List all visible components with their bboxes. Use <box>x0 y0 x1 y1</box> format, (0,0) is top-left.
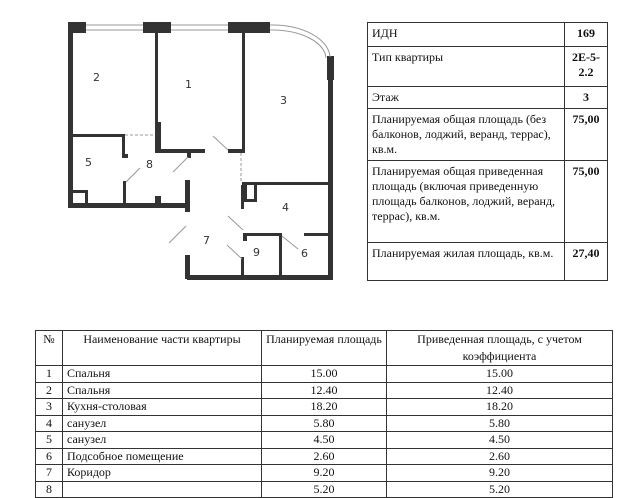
info-label: Планируемая общая приведенная площадь (включая приведенную площадь балконов, лоджий, веранд, террас), кв.м. <box>368 161 565 243</box>
row-name: Спальня <box>63 382 262 399</box>
table-row <box>36 415 613 432</box>
row-reduced-area: 15.00 <box>387 366 613 383</box>
row-area: 4.50 <box>262 432 387 449</box>
table-header-row <box>36 331 613 366</box>
info-value: 3 <box>565 87 608 109</box>
room-label: 4 <box>282 201 289 214</box>
info-value: 27,40 <box>565 243 608 281</box>
row-number: 7 <box>36 465 63 482</box>
row-name <box>63 481 262 498</box>
row-reduced-area: 2.60 <box>387 448 613 465</box>
info-value: 2Е-5-2.2 <box>565 47 608 87</box>
info-row <box>368 47 608 87</box>
row-name: санузел <box>63 415 262 432</box>
row-number: 3 <box>36 399 63 416</box>
header-name: Наименование части квартиры <box>63 331 262 366</box>
room-label: 9 <box>253 246 260 259</box>
room-label: 3 <box>280 94 287 107</box>
info-row <box>368 243 608 281</box>
row-area: 2.60 <box>262 448 387 465</box>
info-row <box>368 87 608 109</box>
floor-plan <box>0 0 360 300</box>
row-name: Спальня <box>63 366 262 383</box>
info-value: 75,00 <box>565 109 608 161</box>
table-row <box>36 366 613 383</box>
apartment-info-table <box>367 22 608 281</box>
row-number: 5 <box>36 432 63 449</box>
info-value: 75,00 <box>565 161 608 243</box>
row-name: санузел <box>63 432 262 449</box>
row-reduced-area: 5.20 <box>387 481 613 498</box>
row-reduced-area: 5.80 <box>387 415 613 432</box>
row-name: Подсобное помещение <box>63 448 262 465</box>
row-area: 18.20 <box>262 399 387 416</box>
info-row <box>368 23 608 47</box>
info-row <box>368 161 608 243</box>
row-reduced-area: 9.20 <box>387 465 613 482</box>
row-number: 8 <box>36 481 63 498</box>
info-value: 169 <box>565 23 608 47</box>
room-label: 8 <box>146 158 153 171</box>
info-label: Планируемая жилая площадь, кв.м. <box>368 243 565 281</box>
row-area: 15.00 <box>262 366 387 383</box>
row-number: 6 <box>36 448 63 465</box>
row-area: 5.80 <box>262 415 387 432</box>
row-area: 9.20 <box>262 465 387 482</box>
row-number: 1 <box>36 366 63 383</box>
row-reduced-area: 18.20 <box>387 399 613 416</box>
table-row <box>36 399 613 416</box>
row-number: 2 <box>36 382 63 399</box>
header-reduced-area: Приведенная площадь, с учетом коэффициента <box>387 331 613 366</box>
table-row <box>36 465 613 482</box>
rooms-table <box>35 330 613 498</box>
row-area: 5.20 <box>262 481 387 498</box>
room-label: 2 <box>93 71 100 84</box>
info-label: Тип квартиры <box>368 47 565 87</box>
room-label: 7 <box>203 234 210 247</box>
info-row <box>368 109 608 161</box>
room-label: 1 <box>185 78 192 91</box>
table-row <box>36 448 613 465</box>
table-row <box>36 432 613 449</box>
table-row <box>36 481 613 498</box>
info-label: Планируемая общая площадь (без балконов, лоджий, веранд, террас), кв.м. <box>368 109 565 161</box>
info-label: ИДН <box>368 23 565 47</box>
room-label: 6 <box>301 247 308 260</box>
room-label: 5 <box>85 156 92 169</box>
header-area: Планируемая площадь <box>262 331 387 366</box>
row-name: Кухня-столовая <box>63 399 262 416</box>
header-number: № <box>36 331 63 366</box>
row-reduced-area: 12.40 <box>387 382 613 399</box>
table-row <box>36 382 613 399</box>
row-reduced-area: 4.50 <box>387 432 613 449</box>
row-number: 4 <box>36 415 63 432</box>
row-area: 12.40 <box>262 382 387 399</box>
row-name: Коридор <box>63 465 262 482</box>
info-label: Этаж <box>368 87 565 109</box>
